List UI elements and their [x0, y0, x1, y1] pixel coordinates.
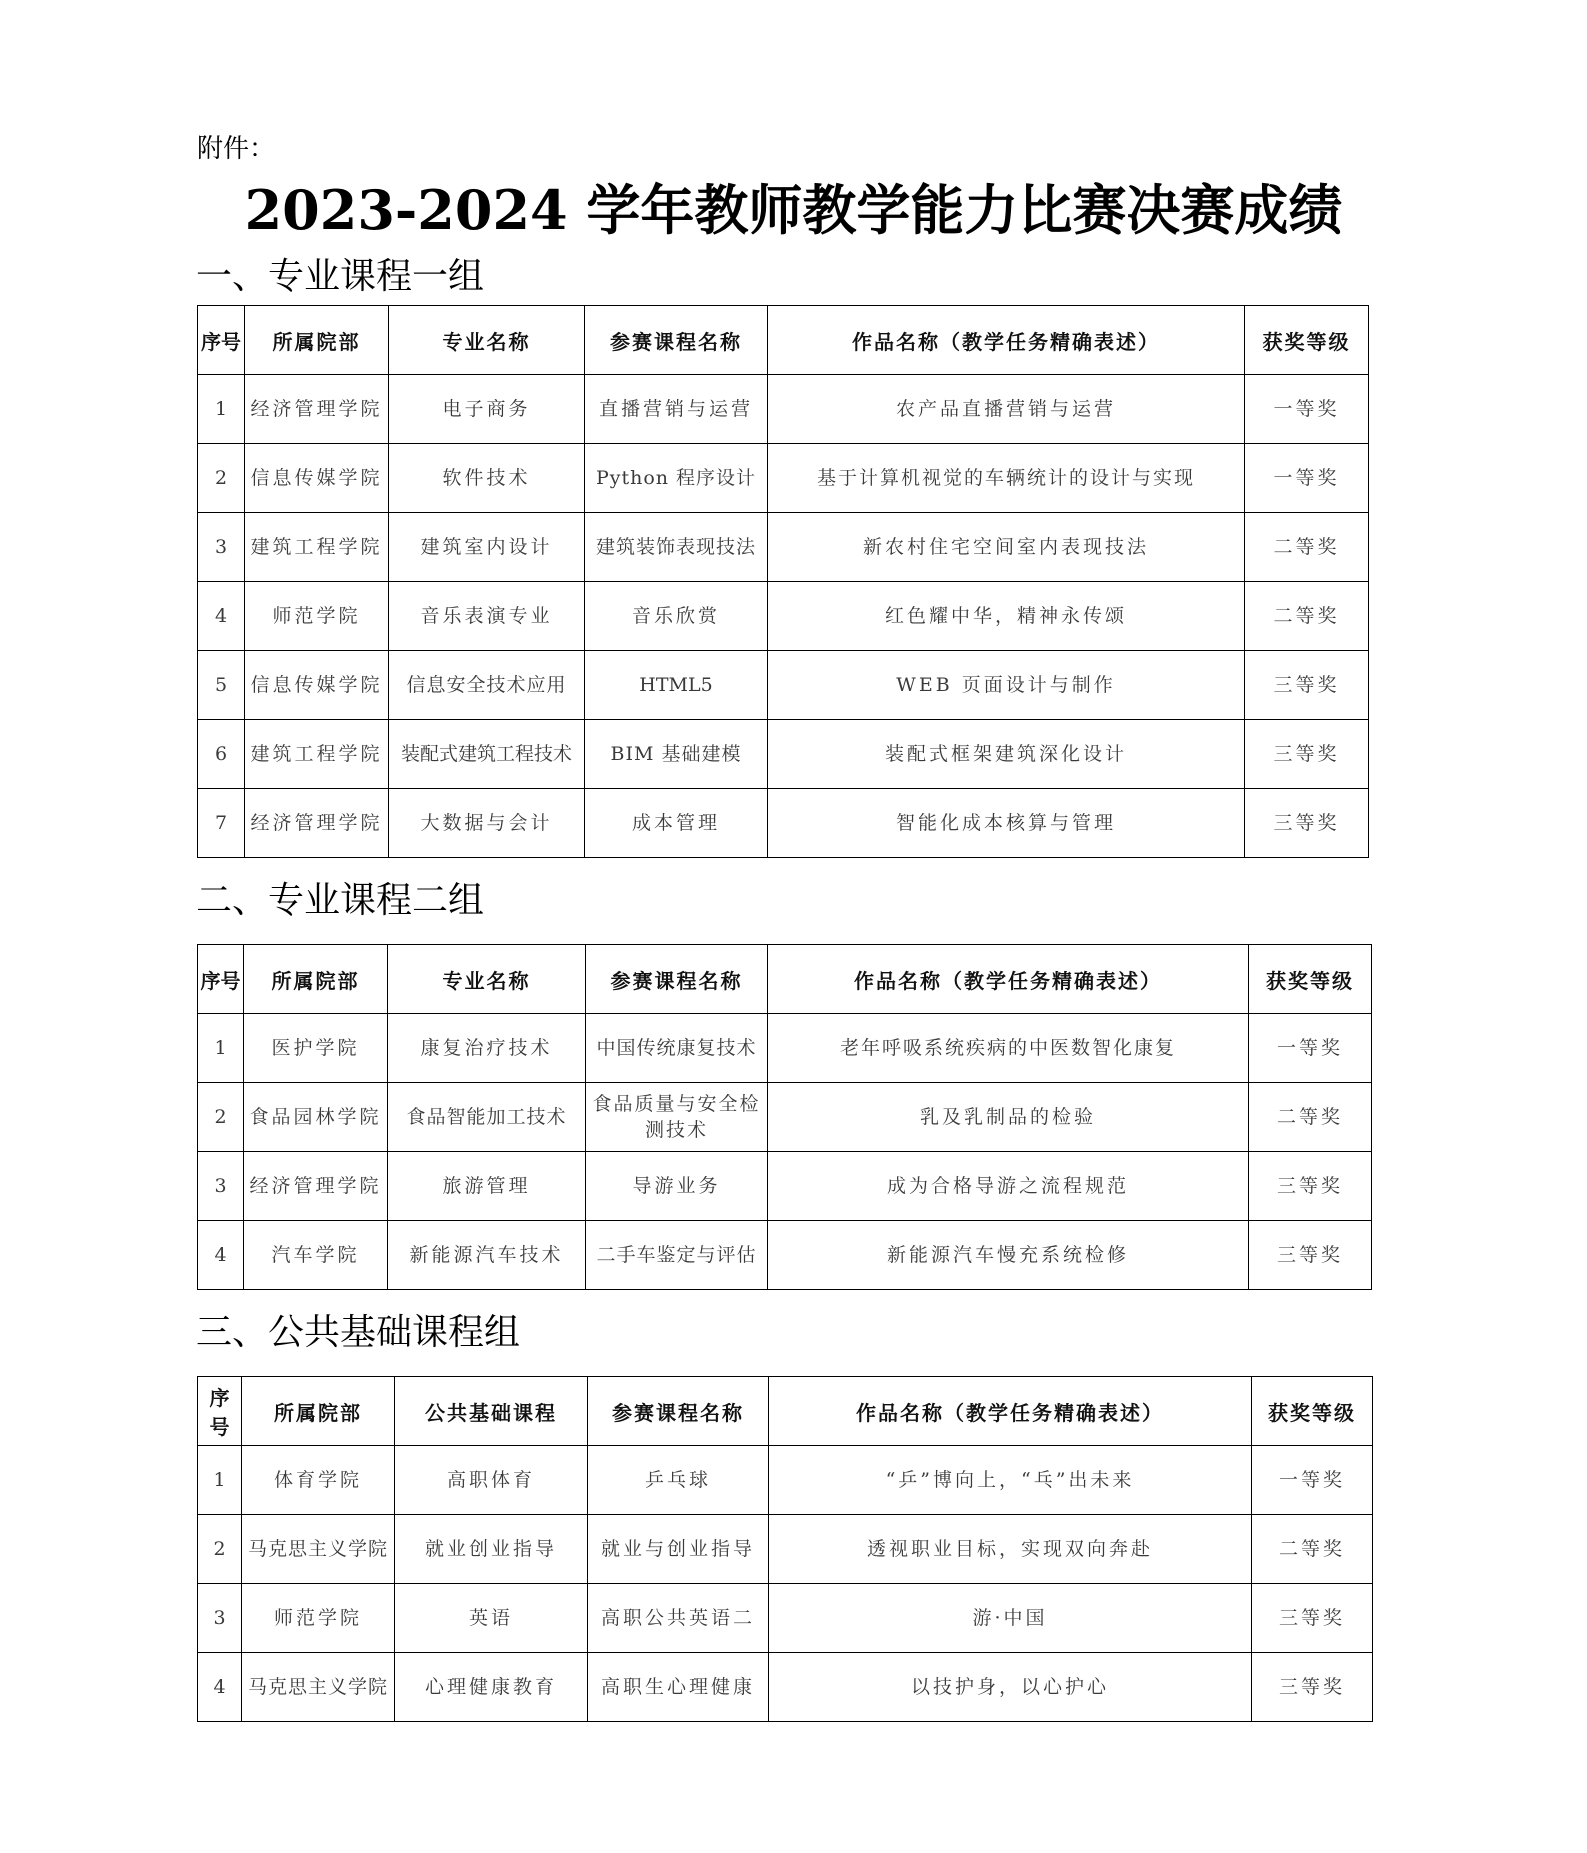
cell-course: BIM 基础建模	[585, 720, 768, 789]
cell-seq: 3	[198, 513, 245, 582]
cell-department: 经济管理学院	[245, 789, 389, 858]
cell-seq: 2	[198, 1083, 244, 1152]
header-award: 获奖等级	[1252, 1377, 1373, 1446]
cell-work-title: 游·中国	[769, 1584, 1252, 1653]
cell-department: 建筑工程学院	[245, 513, 389, 582]
cell-major: 新能源汽车技术	[388, 1221, 586, 1290]
cell-seq: 2	[198, 1515, 242, 1584]
cell-seq: 4	[198, 582, 245, 651]
cell-work-title: “乒”博向上，“乓”出未来	[769, 1446, 1252, 1515]
cell-course: 直播营销与运营	[585, 375, 768, 444]
cell-award: 三等奖	[1249, 1152, 1372, 1221]
cell-course: Python 程序设计	[585, 444, 768, 513]
header-department: 所属院部	[245, 306, 389, 375]
cell-work-title: 老年呼吸系统疾病的中医数智化康复	[768, 1014, 1249, 1083]
header-work-title: 作品名称（教学任务精确表述）	[768, 306, 1245, 375]
cell-course: 二手车鉴定与评估	[586, 1221, 768, 1290]
section-heading-1: 一、专业课程一组	[196, 256, 485, 297]
cell-department: 体育学院	[242, 1446, 395, 1515]
cell-major: 食品智能加工技术	[388, 1083, 586, 1152]
table-row	[198, 1221, 1372, 1290]
attachment-label: 附件：	[197, 134, 276, 164]
cell-major: 旅游管理	[388, 1152, 586, 1221]
cell-work-title: 基于计算机视觉的车辆统计的设计与实现	[768, 444, 1245, 513]
cell-work-title: 智能化成本核算与管理	[768, 789, 1245, 858]
cell-seq: 5	[198, 651, 245, 720]
cell-work-title: 新能源汽车慢充系统检修	[768, 1221, 1249, 1290]
cell-course: 导游业务	[586, 1152, 768, 1221]
cell-department: 马克思主义学院	[242, 1515, 395, 1584]
cell-work-title: WEB 页面设计与制作	[768, 651, 1245, 720]
cell-seq: 3	[198, 1584, 242, 1653]
cell-department: 马克思主义学院	[242, 1653, 395, 1722]
cell-major: 软件技术	[389, 444, 585, 513]
table-row	[198, 1152, 1372, 1221]
results-table-professional-group-1	[197, 305, 1369, 858]
header-seq: 序号	[198, 1377, 242, 1446]
cell-department: 食品园林学院	[244, 1083, 388, 1152]
table-row	[198, 651, 1369, 720]
header-work-title: 作品名称（教学任务精确表述）	[768, 945, 1249, 1014]
header-work-title: 作品名称（教学任务精确表述）	[769, 1377, 1252, 1446]
cell-work-title: 装配式框架建筑深化设计	[768, 720, 1245, 789]
cell-award: 一等奖	[1252, 1446, 1373, 1515]
cell-seq: 7	[198, 789, 245, 858]
cell-award: 三等奖	[1245, 789, 1369, 858]
cell-public-course: 英语	[395, 1584, 588, 1653]
cell-award: 三等奖	[1245, 720, 1369, 789]
cell-seq: 1	[198, 375, 245, 444]
table-row	[198, 1584, 1373, 1653]
cell-award: 三等奖	[1252, 1584, 1373, 1653]
table-row	[198, 444, 1369, 513]
cell-major: 信息安全技术应用	[389, 651, 585, 720]
cell-department: 医护学院	[244, 1014, 388, 1083]
cell-award: 一等奖	[1249, 1014, 1372, 1083]
cell-major: 电子商务	[389, 375, 585, 444]
cell-seq: 6	[198, 720, 245, 789]
cell-award: 二等奖	[1249, 1083, 1372, 1152]
cell-department: 师范学院	[242, 1584, 395, 1653]
cell-seq: 4	[198, 1653, 242, 1722]
header-seq: 序号	[198, 306, 245, 375]
header-award: 获奖等级	[1245, 306, 1369, 375]
cell-department: 信息传媒学院	[245, 651, 389, 720]
cell-award: 三等奖	[1245, 651, 1369, 720]
header-seq: 序号	[198, 945, 244, 1014]
cell-department: 师范学院	[245, 582, 389, 651]
cell-award: 二等奖	[1245, 513, 1369, 582]
header-course: 参赛课程名称	[585, 306, 768, 375]
section-heading-2: 二、专业课程二组	[196, 880, 485, 921]
cell-department: 经济管理学院	[245, 375, 389, 444]
cell-seq: 2	[198, 444, 245, 513]
table-header-row	[198, 1377, 1373, 1446]
cell-course: 食品质量与安全检测技术	[586, 1083, 768, 1152]
table-row	[198, 1515, 1373, 1584]
cell-course: 高职公共英语二	[588, 1584, 769, 1653]
table-row	[198, 789, 1369, 858]
cell-course: 高职生心理健康	[588, 1653, 769, 1722]
results-table-professional-group-2	[197, 944, 1372, 1290]
cell-major: 装配式建筑工程技术	[389, 720, 585, 789]
header-department: 所属院部	[244, 945, 388, 1014]
table-row	[198, 582, 1369, 651]
table-header-row	[198, 945, 1372, 1014]
cell-department: 建筑工程学院	[245, 720, 389, 789]
cell-award: 二等奖	[1252, 1515, 1373, 1584]
cell-department: 汽车学院	[244, 1221, 388, 1290]
cell-course: 建筑装饰表现技法	[585, 513, 768, 582]
section-heading-3: 三、公共基础课程组	[196, 1312, 521, 1353]
cell-award: 二等奖	[1245, 582, 1369, 651]
cell-work-title: 新农村住宅空间室内表现技法	[768, 513, 1245, 582]
cell-work-title: 农产品直播营销与运营	[768, 375, 1245, 444]
cell-work-title: 乳及乳制品的检验	[768, 1083, 1249, 1152]
cell-public-course: 高职体育	[395, 1446, 588, 1515]
table-row	[198, 1446, 1373, 1515]
cell-award: 三等奖	[1252, 1653, 1373, 1722]
results-table-public-foundation-group	[197, 1376, 1373, 1722]
cell-award: 一等奖	[1245, 375, 1369, 444]
cell-major: 建筑室内设计	[389, 513, 585, 582]
cell-seq: 4	[198, 1221, 244, 1290]
cell-work-title: 成为合格导游之流程规范	[768, 1152, 1249, 1221]
header-public-course: 公共基础课程	[395, 1377, 588, 1446]
cell-department: 信息传媒学院	[245, 444, 389, 513]
cell-course: 就业与创业指导	[588, 1515, 769, 1584]
cell-course: HTML5	[585, 651, 768, 720]
cell-public-course: 就业创业指导	[395, 1515, 588, 1584]
cell-award: 三等奖	[1249, 1221, 1372, 1290]
cell-work-title: 红色耀中华，精神永传颂	[768, 582, 1245, 651]
cell-seq: 3	[198, 1152, 244, 1221]
header-department: 所属院部	[242, 1377, 395, 1446]
table-row	[198, 1653, 1373, 1722]
table-row	[198, 720, 1369, 789]
table-row	[198, 375, 1369, 444]
cell-course: 成本管理	[585, 789, 768, 858]
cell-department: 经济管理学院	[244, 1152, 388, 1221]
table-header-row	[198, 306, 1369, 375]
cell-seq: 1	[198, 1446, 242, 1515]
cell-major: 康复治疗技术	[388, 1014, 586, 1083]
cell-course: 乒乓球	[588, 1446, 769, 1515]
document-title: 2023-2024 学年教师教学能力比赛决赛成绩	[244, 178, 1343, 242]
header-award: 获奖等级	[1249, 945, 1372, 1014]
cell-seq: 1	[198, 1014, 244, 1083]
cell-work-title: 透视职业目标，实现双向奔赴	[769, 1515, 1252, 1584]
table-row	[198, 1014, 1372, 1083]
table-row	[198, 1083, 1372, 1152]
cell-course: 音乐欣赏	[585, 582, 768, 651]
cell-award: 一等奖	[1245, 444, 1369, 513]
cell-major: 大数据与会计	[389, 789, 585, 858]
cell-public-course: 心理健康教育	[395, 1653, 588, 1722]
header-course: 参赛课程名称	[588, 1377, 769, 1446]
cell-work-title: 以技护身，以心护心	[769, 1653, 1252, 1722]
header-course: 参赛课程名称	[586, 945, 768, 1014]
cell-major: 音乐表演专业	[389, 582, 585, 651]
table-row	[198, 513, 1369, 582]
header-major: 专业名称	[388, 945, 586, 1014]
header-major: 专业名称	[389, 306, 585, 375]
cell-course: 中国传统康复技术	[586, 1014, 768, 1083]
